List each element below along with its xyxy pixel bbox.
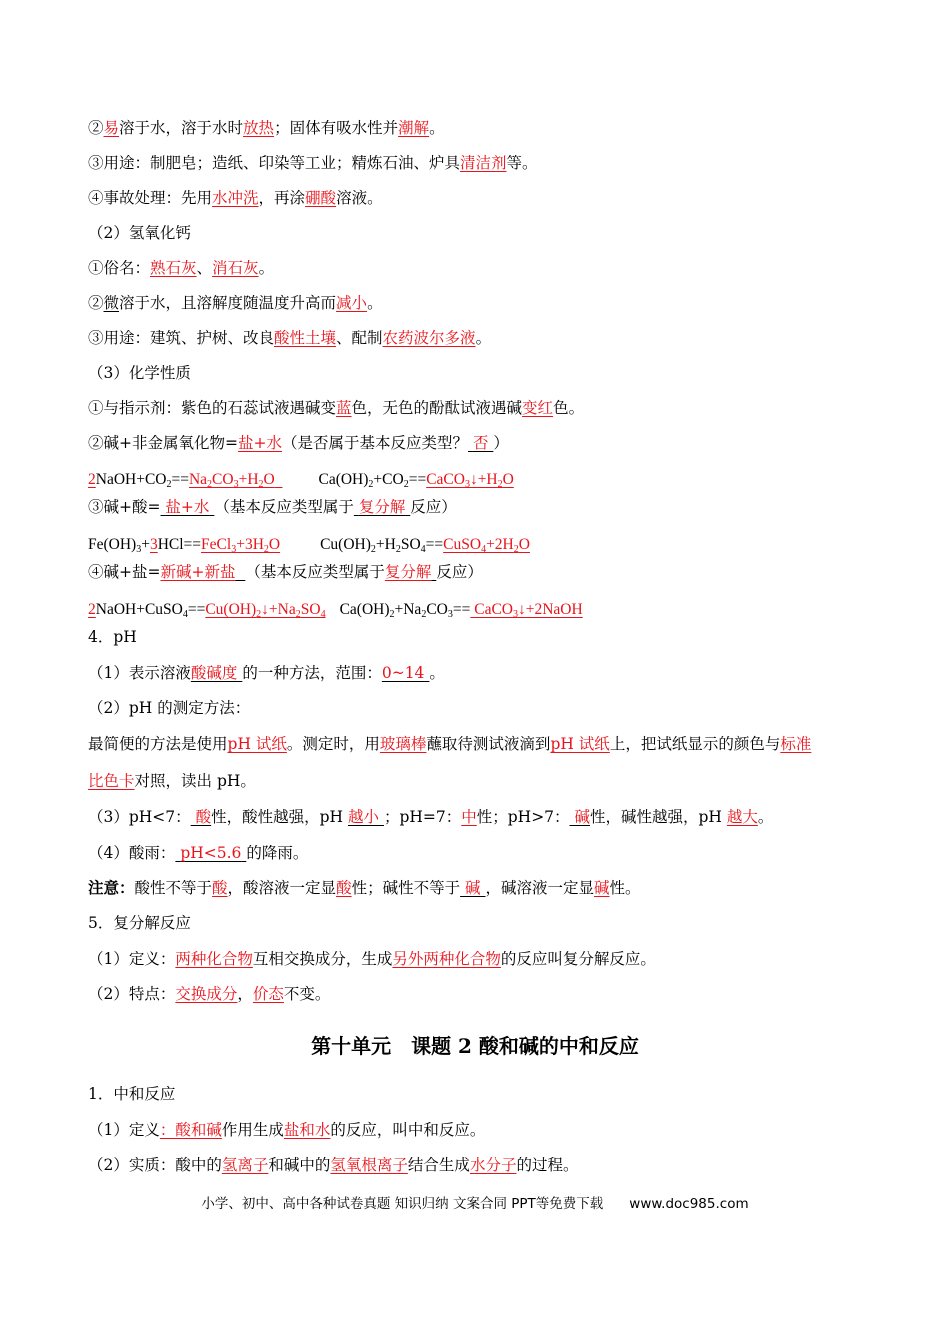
- line-common-names: ①俗名：熟石灰、消石灰。: [88, 259, 275, 277]
- equation-2: $Fe(OH)_3+3HCl==FeCl_3+3H_2O$ $Cu(OH)_2+H_2SO_4==CuSO_4+2H_2O$: [88, 536, 530, 555]
- line-solubility: ②易溶于水，溶于水时放热；固体有吸水性并潮解。: [88, 119, 445, 137]
- heading-neutralization: 1．中和反应: [88, 1085, 176, 1103]
- section-title: 第十单元 课题 2 酸和碱的中和反应: [311, 1034, 639, 1058]
- line-uses: ③用途：制肥皂；造纸、印染等工业；精炼石油、炉具清洁剂等。: [88, 154, 538, 172]
- heading-double-decomposition: 5．复分解反应: [88, 914, 191, 932]
- line-base-nonmetal-oxide: ②碱+非金属氧化物=盐+水（是否属于基本反应类型？ 否 ）: [88, 434, 509, 452]
- line-ph-method-2: 比色卡对照，读出 pH。: [88, 772, 256, 790]
- equation-3: $2NaOH+CuSO_4==Cu(OH)_2↓+Na_2SO_4$ $Ca(OH)_2+Na_2CO_3==$ CaCO$_3$↓+2NaOH: [88, 601, 583, 620]
- line-base-salt: ④碱+盐=新碱+新盐 （基本反应类型属于复分解 反应）: [88, 563, 483, 581]
- heading-ph-method: （2）pH 的测定方法：: [88, 699, 251, 717]
- heading-calcium-hydroxide: （2）氢氧化钙: [88, 224, 191, 242]
- line-dd-feature: （2）特点：交换成分，价态不变。: [88, 985, 331, 1003]
- footer-text: 小学、初中、高中各种试卷真题 知识归纳 文案合同 PPT等免费下载: [201, 1196, 604, 1212]
- line-accident: ④事故处理：先用水冲洗，再涂硼酸溶液。: [88, 189, 383, 207]
- footer-url[interactable]: www.doc985.com: [629, 1196, 749, 1212]
- line-dd-definition: （1）定义：两种化合物互相交换成分，生成另外两种化合物的反应叫复分解反应。: [88, 950, 656, 968]
- line-note: 注意：酸性不等于酸，酸溶液一定显酸性；碱性不等于 碱 ，碱溶液一定显碱性。: [88, 878, 641, 897]
- line-base-acid: ③碱+酸= 盐+水 （基本反应类型属于 复分解 反应）: [88, 498, 457, 516]
- line-neutralization-essence: （2）实质：酸中的氢离子和碱中的氢氧根离子结合生成水分子的过程。: [88, 1156, 579, 1174]
- heading-ph: 4．pH: [88, 628, 137, 646]
- line-indicator: ①与指示剂：紫色的石蕊试液遇碱变蓝色，无色的酚酞试液遇碱变红色。: [88, 399, 585, 417]
- line-acid-rain: （4）酸雨： pH<5.6 的降雨。: [88, 844, 309, 862]
- heading-chemical-properties: （3）化学性质: [88, 364, 191, 382]
- footer: [0, 1192, 950, 1212]
- line-ph-method-1: 最简便的方法是使用pH 试纸。测定时，用玻璃棒蘸取待测试液滴到pH 试纸上，把试纸显示的颜色与标准: [88, 735, 812, 753]
- line-ph-definition: （1）表示溶液酸碱度 的一种方法，范围：0~14 。: [88, 664, 445, 682]
- line-ph-ranges: （3）pH<7： 酸性，酸性越强，pH 越小 ；pH=7：中性；pH>7： 碱性，碱性越强，pH 越大。: [88, 808, 774, 826]
- line-ca-uses: ③用途：建筑、护树、改良酸性土壤、配制农药波尔多液。: [88, 329, 492, 347]
- line-ca-solubility: ②微溶于水，且溶解度随温度升高而减小。: [88, 294, 383, 312]
- line-neutralization-definition: （1）定义：酸和碱作用生成盐和水的反应，叫中和反应。: [88, 1121, 486, 1139]
- equation-1: $2NaOH+CO_2==Na_2CO_3+H_2O$ $Ca(OH)_2+CO_2==CaCO_3↓+H_2O$: [88, 471, 514, 490]
